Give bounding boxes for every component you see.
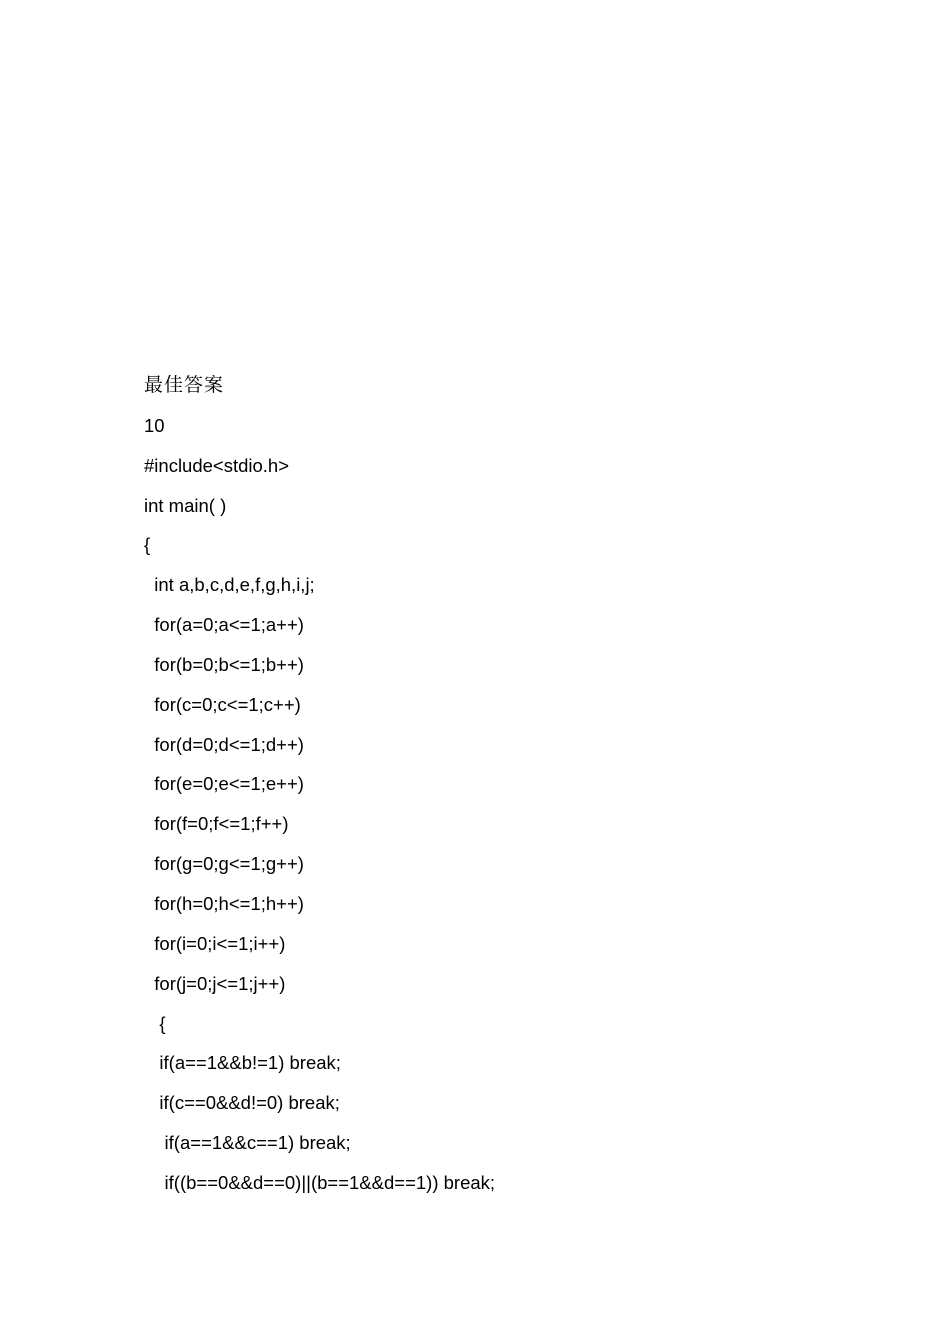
code-line-for-c: for(c=0;c<=1;c++) [144, 693, 301, 715]
code-line-if-2: if(c==0&&d!=0) break; [144, 1092, 340, 1114]
code-line-for-j: for(j=0;j<=1;j++) [144, 972, 286, 994]
answer-number: 10 [144, 414, 165, 436]
code-line-if-3: if(a==1&&c==1) break; [144, 1132, 351, 1154]
code-line-for-g: for(g=0;g<=1;g++) [144, 853, 304, 875]
code-line-for-i: for(i=0;i<=1;i++) [144, 932, 286, 954]
code-line-for-a: for(a=0;a<=1;a++) [144, 614, 304, 636]
code-line-declaration: int a,b,c,d,e,f,g,h,i,j; [144, 574, 315, 596]
best-answer-heading: 最佳答案 [144, 374, 225, 396]
code-line-for-b: for(b=0;b<=1;b++) [144, 653, 304, 675]
document-body [144, 366, 844, 1203]
code-line-include: #include<stdio.h> [144, 454, 290, 476]
code-line-for-f: for(f=0;f<=1;f++) [144, 813, 289, 835]
code-line-for-h: for(h=0;h<=1;h++) [144, 892, 304, 914]
code-line-open-brace: { [144, 534, 151, 556]
code-line-main: int main( ) [144, 494, 227, 516]
code-line-if-1: if(a==1&&b!=1) break; [144, 1052, 341, 1074]
code-line-for-d: for(d=0;d<=1;d++) [144, 733, 304, 755]
code-line-inner-open-brace: { [144, 1012, 166, 1034]
code-line-for-e: for(e=0;e<=1;e++) [144, 773, 304, 795]
code-line-if-4: if((b==0&&d==0)||(b==1&&d==1)) break; [144, 1171, 496, 1193]
